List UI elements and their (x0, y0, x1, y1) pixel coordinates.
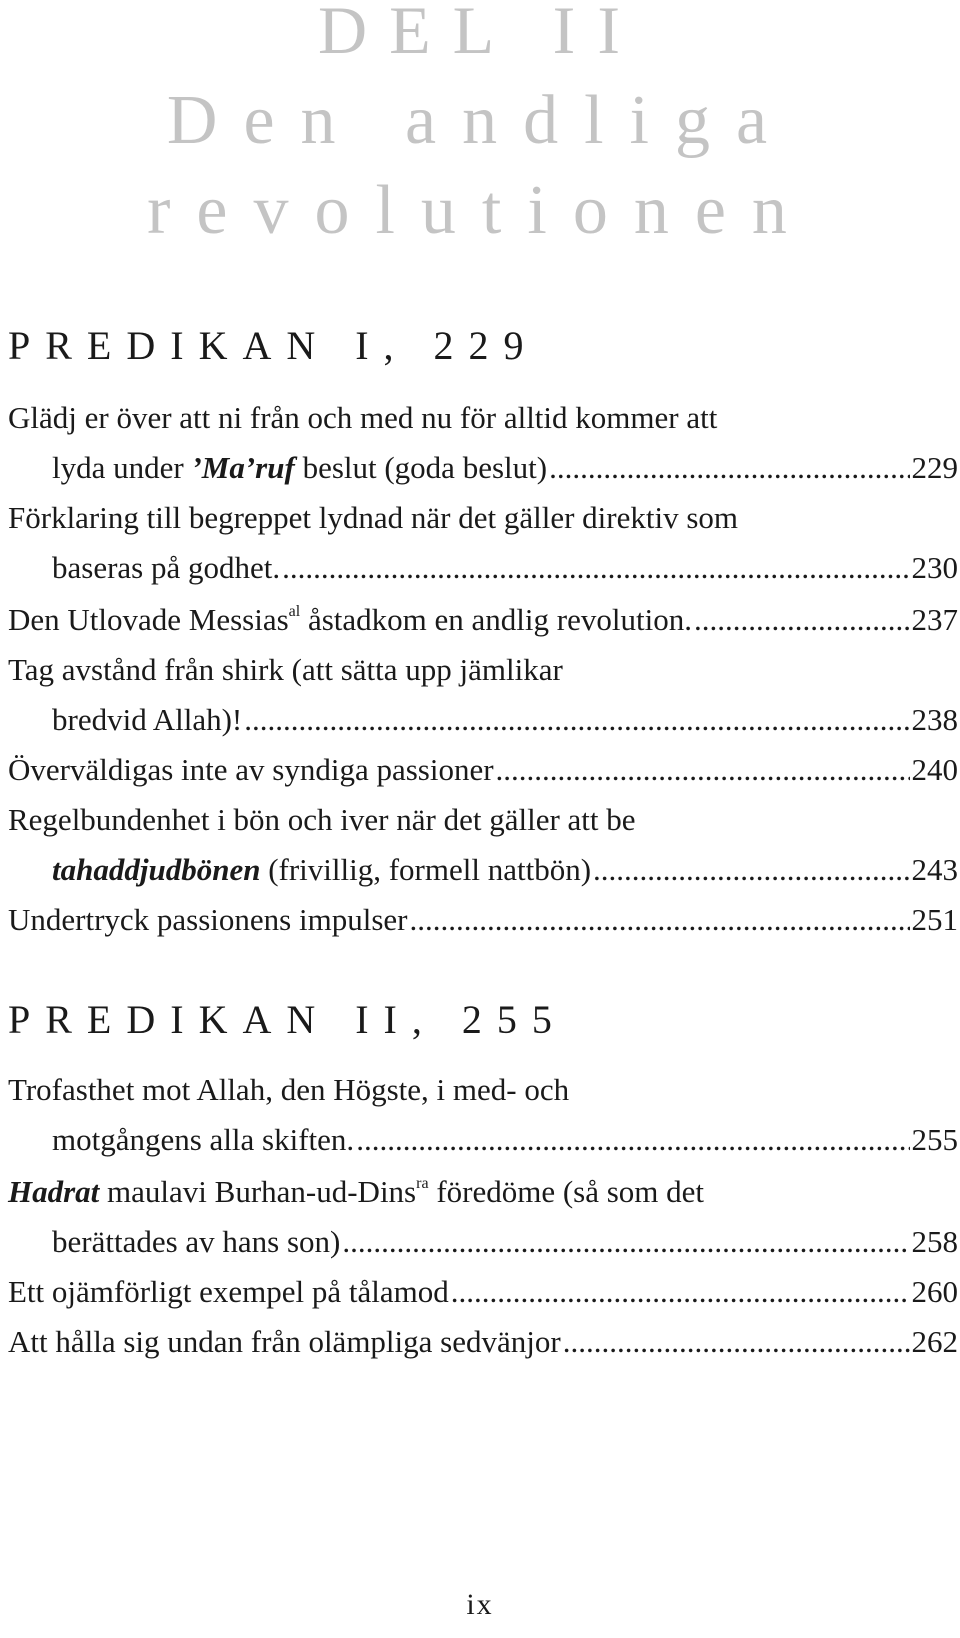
part-title-line-1: Den andliga (166, 82, 794, 159)
toc-page-number: 262 (911, 1324, 958, 1359)
leader-dots (356, 1120, 909, 1160)
toc-entry-11[interactable]: Att hålla sig undan från olämpliga sedvänjor ..... 262 (8, 1322, 958, 1362)
toc-page-number: 240 (911, 752, 958, 787)
toc-entry-8-line-1: Trofasthet mot Allah, den Högste, i med- och (8, 1072, 570, 1107)
toc-entry-9-line-1: Hadrat maulavi Burhan-ud-Dins$^{ra}$ föredöme (så som det (8, 1174, 705, 1209)
toc-page-number: 255 (911, 1122, 958, 1157)
toc-page-number: 251 (911, 902, 958, 937)
toc-entry-4-line-1: Tag avstånd från shirk (att sätta upp jämlikar (8, 652, 563, 687)
toc-page-number: 238 (911, 702, 958, 737)
leader-dots (593, 850, 909, 890)
toc-page-number: 243 (911, 852, 958, 887)
toc-entry-3[interactable]: Den Utlovade Messias$^{al}$ åstadkom en andlig revolution. ..... 237 (8, 600, 958, 640)
toc-page-number: 229 (911, 450, 958, 485)
part-label: DEL II (318, 0, 642, 68)
leader-dots (409, 900, 909, 940)
sermon-1-heading: PREDIKAN I, 229 (8, 323, 539, 368)
toc-entry-9-line-2[interactable]: berättades av hans son) ..... 258 (52, 1222, 958, 1262)
leader-dots (563, 1322, 910, 1362)
part-title-line-2: revolutionen (147, 172, 813, 249)
leader-dots (342, 1222, 909, 1262)
toc-page-number: 260 (911, 1274, 958, 1309)
toc-entry-7[interactable]: Undertryck passionens impulser ..... 251 (8, 900, 958, 940)
toc-page-number: 230 (911, 550, 958, 585)
toc-entry-5[interactable]: Överväldigas inte av syndiga passioner ..... 240 (8, 750, 958, 790)
leader-dots (451, 1272, 910, 1312)
toc-entry-1-line-2[interactable]: lyda under ’Ma’ruf beslut (goda beslut) ..... 229 (52, 448, 958, 488)
toc-entry-2-line-1: Förklaring till begreppet lydnad när det gäller direktiv som (8, 500, 739, 535)
toc-page-number: 258 (911, 1224, 958, 1259)
toc-entry-8-line-2[interactable]: motgångens alla skiften. ..... 255 (52, 1120, 958, 1160)
toc-entry-1-line-1: Glädj er över att ni från och med nu för alltid kommer att (8, 400, 718, 435)
toc-entry-10[interactable]: Ett ojämförligt exempel på tålamod ..... 260 (8, 1272, 958, 1312)
leader-dots (549, 448, 909, 488)
leader-dots (282, 548, 909, 588)
leader-dots (244, 700, 909, 740)
folio-page-number: ix (466, 1588, 494, 1621)
toc-entry-6-line-2[interactable]: tahaddjudbönen (frivillig, formell nattbön) ..... 243 (52, 850, 958, 890)
toc-entry-6-line-1: Regelbundenhet i bön och iver när det gäller att be (8, 802, 636, 837)
toc-entry-2-line-2[interactable]: baseras på godhet. ..... 230 (52, 548, 958, 588)
toc-entry-4-line-2[interactable]: bredvid Allah)! ..... 238 (52, 700, 958, 740)
leader-dots (496, 750, 910, 790)
sermon-2-heading: PREDIKAN II, 255 (8, 997, 567, 1042)
toc-page-number: 237 (911, 602, 958, 637)
leader-dots (694, 600, 910, 640)
